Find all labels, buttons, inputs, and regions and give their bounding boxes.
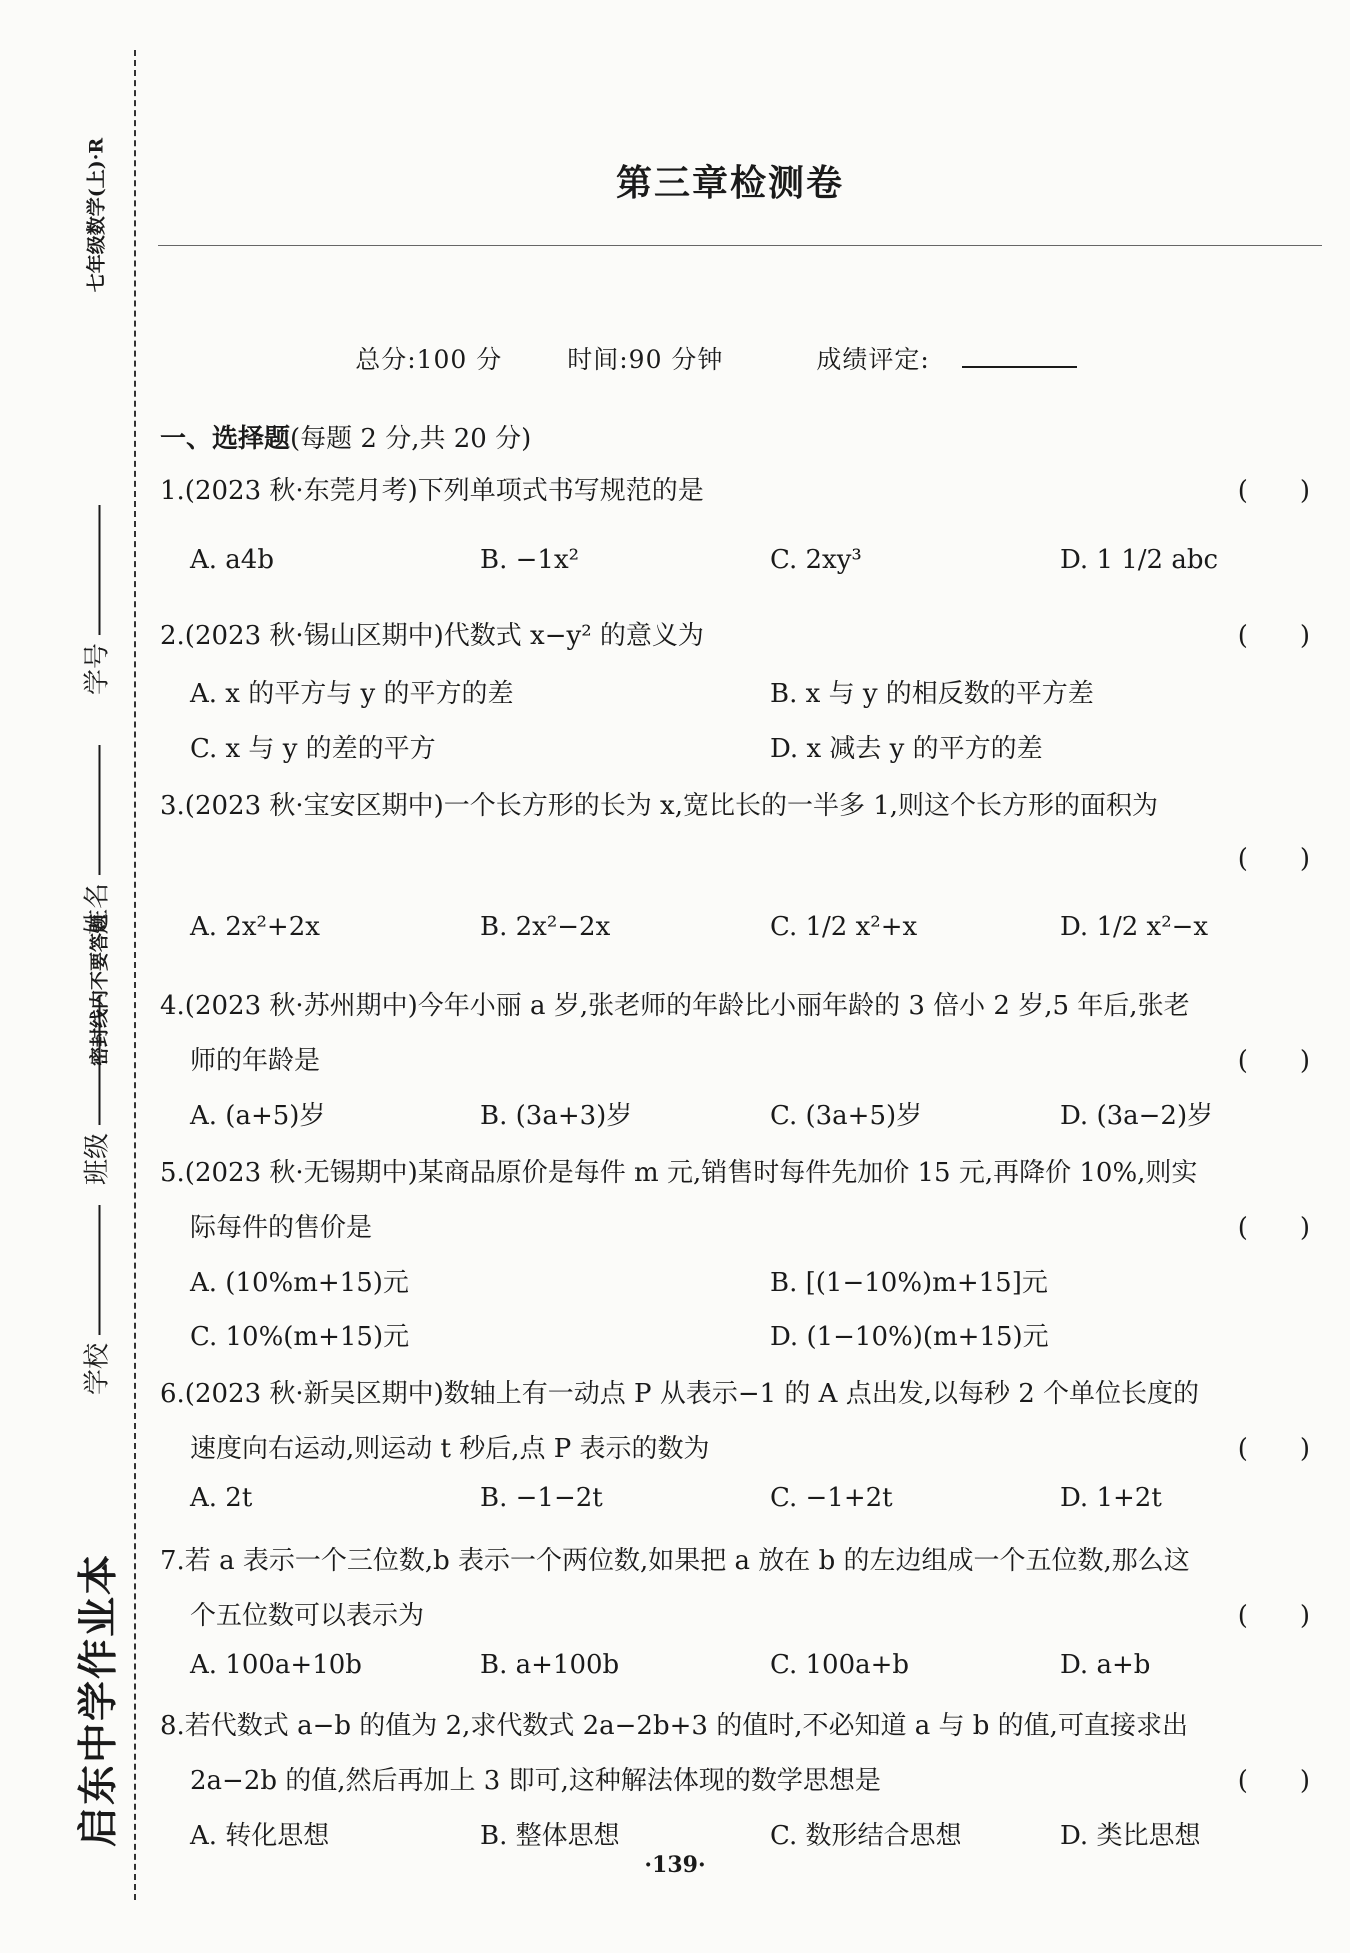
q6-option-b: B. −1−2t — [480, 1483, 603, 1513]
q8-option-b: B. 整体思想 — [480, 1821, 620, 1851]
q3-option-b: B. 2x²−2x — [480, 912, 611, 942]
school-label: 学校 — [82, 1342, 113, 1396]
q6-option-d: D. 1+2t — [1060, 1483, 1162, 1513]
q5-option-b: B. [(1−10%)m+15]元 — [770, 1268, 1048, 1298]
page-number: ·139· — [644, 1852, 706, 1878]
seal-line — [134, 50, 136, 1900]
q8-option-a: A. 转化思想 — [190, 1821, 330, 1851]
total-score: 总分:100 分 — [355, 345, 503, 374]
question-1: 1.(2023 秋·东莞月考)下列单项式书写规范的是 ( ) — [160, 470, 1310, 507]
q5-option-d: D. (1−10%)(m+15)元 — [770, 1322, 1049, 1352]
q7-option-c: C. 100a+b — [770, 1650, 910, 1680]
grade-field — [788, 345, 1104, 374]
section-heading: 一、选择题(每题 2 分,共 20 分) — [160, 424, 532, 454]
q1-option-c: C. 2xy³ — [770, 545, 862, 575]
question-3: 3.(2023 秋·宝安区期中)一个长方形的长为 x,宽比长的一半多 1,则这个长方形的面积为 — [160, 791, 1159, 821]
q4-option-d: D. (3a−2)岁 — [1060, 1101, 1214, 1131]
q8-option-c: C. 数形结合思想 — [770, 1821, 962, 1851]
question-8-cont: 2a−2b 的值,然后再加上 3 即可,这种解法体现的数学思想是 ( ) — [190, 1766, 1310, 1796]
q7-option-b: B. a+100b — [480, 1650, 620, 1680]
question-7: 7.若 a 表示一个三位数,b 表示一个两位数,如果把 a 放在 b 的左边组成一个五位数,那么这 — [160, 1546, 1190, 1576]
brand-label: 启东中学作业本 — [75, 1553, 122, 1847]
title-divider — [158, 245, 1322, 246]
q2-option-d: D. x 减去 y 的平方的差 — [770, 734, 1043, 764]
q3-option-a: A. 2x²+2x — [190, 912, 320, 942]
seal-notice: 密封线内不要答题 — [88, 913, 111, 1067]
q3-option-d: D. 1/2 x²−x — [1060, 912, 1209, 942]
question-6: 6.(2023 秋·新吴区期中)数轴上有一动点 P 从表示−1 的 A 点出发,以每秒 2 个单位长度的 — [160, 1379, 1200, 1409]
q7-option-a: A. 100a+10b — [190, 1650, 362, 1680]
name-field — [77, 745, 114, 935]
name-label: 姓名 — [82, 882, 113, 936]
q4-option-c: C. (3a+5)岁 — [770, 1101, 923, 1131]
q4-option-a: A. (a+5)岁 — [190, 1101, 326, 1131]
question-5-cont: 际每件的售价是 ( ) — [190, 1213, 1310, 1243]
question-5: 5.(2023 秋·无锡期中)某商品原价是每件 m 元,销售时每件先加价 15 元,再降价 10%,则实 — [160, 1158, 1198, 1188]
q2-option-a: A. x 的平方与 y 的平方的差 — [190, 679, 514, 709]
class-field — [77, 995, 114, 1185]
grade-label: 成绩评定: — [816, 345, 930, 374]
q4-option-b: B. (3a+3)岁 — [480, 1101, 633, 1131]
question-2: 2.(2023 秋·锡山区期中)代数式 x−y² 的意义为 ( ) — [160, 621, 1310, 651]
question-7-cont: 个五位数可以表示为 ( ) — [190, 1601, 1310, 1631]
q1-option-d: D. 1 1/2 abc — [1060, 545, 1219, 575]
q2-option-c: C. x 与 y 的差的平方 — [190, 734, 436, 764]
q2-option-b: B. x 与 y 的相反数的平方差 — [770, 679, 1094, 709]
class-label: 班级 — [82, 1132, 113, 1186]
student-number-label: 学号 — [82, 642, 113, 696]
q1-option-a: A. a4b — [190, 545, 274, 575]
answer-bracket: ( ) — [1237, 476, 1310, 506]
question-4-cont: 师的年龄是 ( ) — [190, 1046, 1310, 1076]
question-6-cont: 速度向右运动,则运动 t 秒后,点 P 表示的数为 ( ) — [190, 1434, 1310, 1464]
q8-option-d: D. 类比思想 — [1060, 1821, 1201, 1851]
q3-option-c: C. 1/2 x²+x — [770, 912, 918, 942]
q1-option-b: B. −1x² — [480, 545, 580, 575]
student-number-field — [77, 505, 114, 695]
exam-info — [130, 340, 1330, 376]
q5-option-a: A. (10%m+15)元 — [190, 1268, 409, 1298]
page-title: 第三章检测卷 — [615, 163, 844, 204]
question-4: 4.(2023 秋·苏州期中)今年小丽 a 岁,张老师的年龄比小丽年龄的 3 倍小 2 岁,5 年后,张老 — [160, 991, 1190, 1021]
q6-option-c: C. −1+2t — [770, 1483, 893, 1513]
q5-option-c: C. 10%(m+15)元 — [190, 1322, 410, 1352]
q6-option-a: A. 2t — [190, 1483, 253, 1513]
question-8: 8.若代数式 a−b 的值为 2,求代数式 2a−2b+3 的值时,不必知道 a 与 b 的值,可直接求出 — [160, 1711, 1188, 1741]
school-field — [77, 1205, 114, 1395]
time-limit: 时间:90 分钟 — [567, 345, 724, 374]
q7-option-d: D. a+b — [1060, 1650, 1151, 1680]
book-label: 七年级数学(上)·R — [85, 137, 108, 293]
